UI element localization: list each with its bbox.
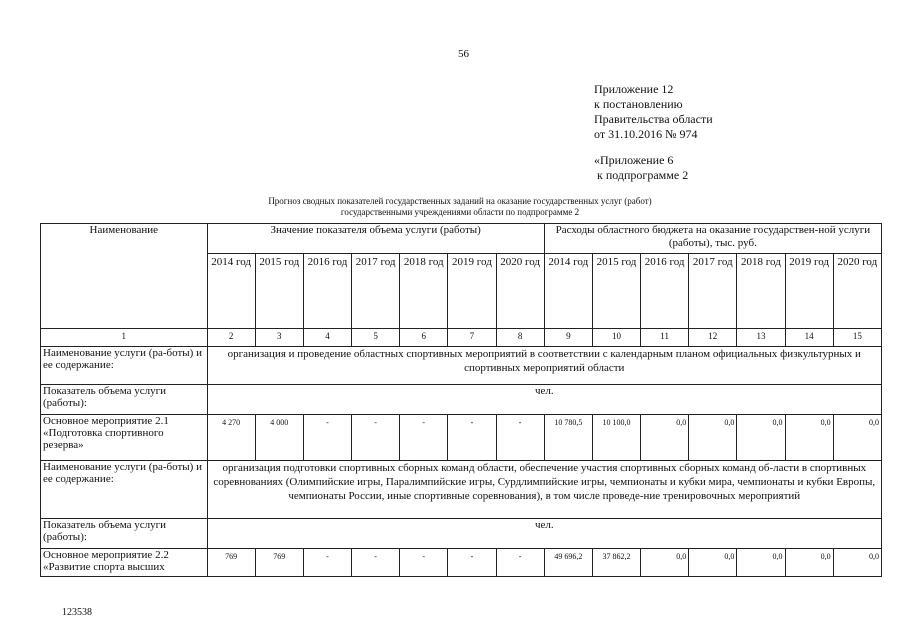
col-number: 7 xyxy=(448,329,496,347)
year-cell: 2015 год xyxy=(592,254,640,329)
year-cell: 2018 год xyxy=(400,254,448,329)
value-cell: 0,0 xyxy=(737,415,785,461)
value-cell: 769 xyxy=(207,549,255,577)
appendix-block xyxy=(594,82,713,183)
value-cell: - xyxy=(400,415,448,461)
value-cell: 0,0 xyxy=(689,415,737,461)
document-heading xyxy=(180,196,740,218)
value-cell: - xyxy=(352,415,400,461)
col-number: 3 xyxy=(255,329,303,347)
footer-code: 123538 xyxy=(62,607,92,618)
appendix-line: «Приложение 6 xyxy=(594,153,674,167)
col-number: 10 xyxy=(592,329,640,347)
service-description: организация и проведение областных спортивных мероприятий в соответствии с календарным планом официальных физкультурных и спортивных мероприятий области xyxy=(207,347,881,385)
indicator-unit: чел. xyxy=(207,385,881,415)
year-cell: 2017 год xyxy=(689,254,737,329)
value-cell: 0,0 xyxy=(689,549,737,577)
value-cell: 0,0 xyxy=(833,549,881,577)
col-number: 11 xyxy=(641,329,689,347)
value-cell: 769 xyxy=(255,549,303,577)
year-cell: 2016 год xyxy=(641,254,689,329)
service-description: организация подготовки спортивных сборных команд области, обеспечение участия спортивных сборных команд об-ласти в спортивных соревнованиях (Олимпийские игры, Паралимпийские игры, Сурдлимпийские игры, чемпионаты и кубки мира, чемпионаты и кубки Европы, чемпионаты России, иные спортивные соревнования), в том числе проведе-ние тренировочных мероприятий xyxy=(207,461,881,519)
col-number: 2 xyxy=(207,329,255,347)
value-cell: 10 780,5 xyxy=(544,415,592,461)
value-cell: 4 000 xyxy=(255,415,303,461)
event-label: Основное мероприятие 2.1 «Подготовка спортивного резерва» xyxy=(41,415,208,461)
year-cell: 2018 год xyxy=(737,254,785,329)
col-number: 13 xyxy=(737,329,785,347)
col-number: 1 xyxy=(41,329,208,347)
col-number: 5 xyxy=(352,329,400,347)
col-number: 8 xyxy=(496,329,544,347)
col-number: 9 xyxy=(544,329,592,347)
value-cell: 37 862,2 xyxy=(592,549,640,577)
col-number: 4 xyxy=(303,329,351,347)
value-cell: - xyxy=(448,415,496,461)
value-cell: - xyxy=(448,549,496,577)
year-cell: 2014 год xyxy=(207,254,255,329)
value-cell: - xyxy=(303,549,351,577)
year-cell: 2016 год xyxy=(303,254,351,329)
service-name-label: Наименование услуги (ра-боты) и ее содержание: xyxy=(41,461,208,519)
appendix-line: Приложение 12 xyxy=(594,82,674,96)
year-cell: 2020 год xyxy=(833,254,881,329)
event-label: Основное мероприятие 2.2 «Развитие спорта высших xyxy=(41,549,208,577)
value-cell: 49 696,2 xyxy=(544,549,592,577)
heading-line: Прогноз сводных показателей государственных заданий на оказание государственных услуг (работ) xyxy=(268,196,652,206)
appendix-line: к постановлению xyxy=(594,97,683,111)
indicator-label: Показатель объема услуги (работы): xyxy=(41,385,208,415)
indicator-unit: чел. xyxy=(207,519,881,549)
appendix-line: Правительства области xyxy=(594,112,713,126)
service-name-label: Наименование услуги (ра-боты) и ее содержание: xyxy=(41,347,208,385)
year-cell: 2014 год xyxy=(544,254,592,329)
header-volume: Значение показателя объема услуги (работы) xyxy=(207,224,544,254)
year-cell: 2020 год xyxy=(496,254,544,329)
value-cell: 0,0 xyxy=(737,549,785,577)
value-cell: - xyxy=(303,415,351,461)
col-number: 6 xyxy=(400,329,448,347)
year-cell: 2017 год xyxy=(352,254,400,329)
value-cell: 10 100,0 xyxy=(592,415,640,461)
year-cell: 2019 год xyxy=(785,254,833,329)
forecast-table xyxy=(40,223,882,577)
year-cell: 2019 год xyxy=(448,254,496,329)
value-cell: - xyxy=(496,415,544,461)
col-number: 12 xyxy=(689,329,737,347)
col-number: 15 xyxy=(833,329,881,347)
col-number: 14 xyxy=(785,329,833,347)
header-budget: Расходы областного бюджета на оказание государствен-ной услуги (работы), тыс. руб. xyxy=(544,224,881,254)
appendix-line: от 31.10.2016 № 974 xyxy=(594,127,698,141)
value-cell: 0,0 xyxy=(641,415,689,461)
value-cell: 0,0 xyxy=(641,549,689,577)
value-cell: 0,0 xyxy=(833,415,881,461)
header-name: Наименование xyxy=(41,224,208,329)
value-cell: 4 270 xyxy=(207,415,255,461)
value-cell: - xyxy=(352,549,400,577)
indicator-label: Показатель объема услуги (работы): xyxy=(41,519,208,549)
appendix-line: к подпрограмме 2 xyxy=(594,168,689,182)
value-cell: 0,0 xyxy=(785,549,833,577)
heading-line: государственными учреждениями области по подпрограмме 2 xyxy=(340,207,580,217)
year-cell: 2015 год xyxy=(255,254,303,329)
value-cell: - xyxy=(496,549,544,577)
value-cell: 0,0 xyxy=(785,415,833,461)
value-cell: - xyxy=(400,549,448,577)
page-number: 56 xyxy=(458,48,469,60)
